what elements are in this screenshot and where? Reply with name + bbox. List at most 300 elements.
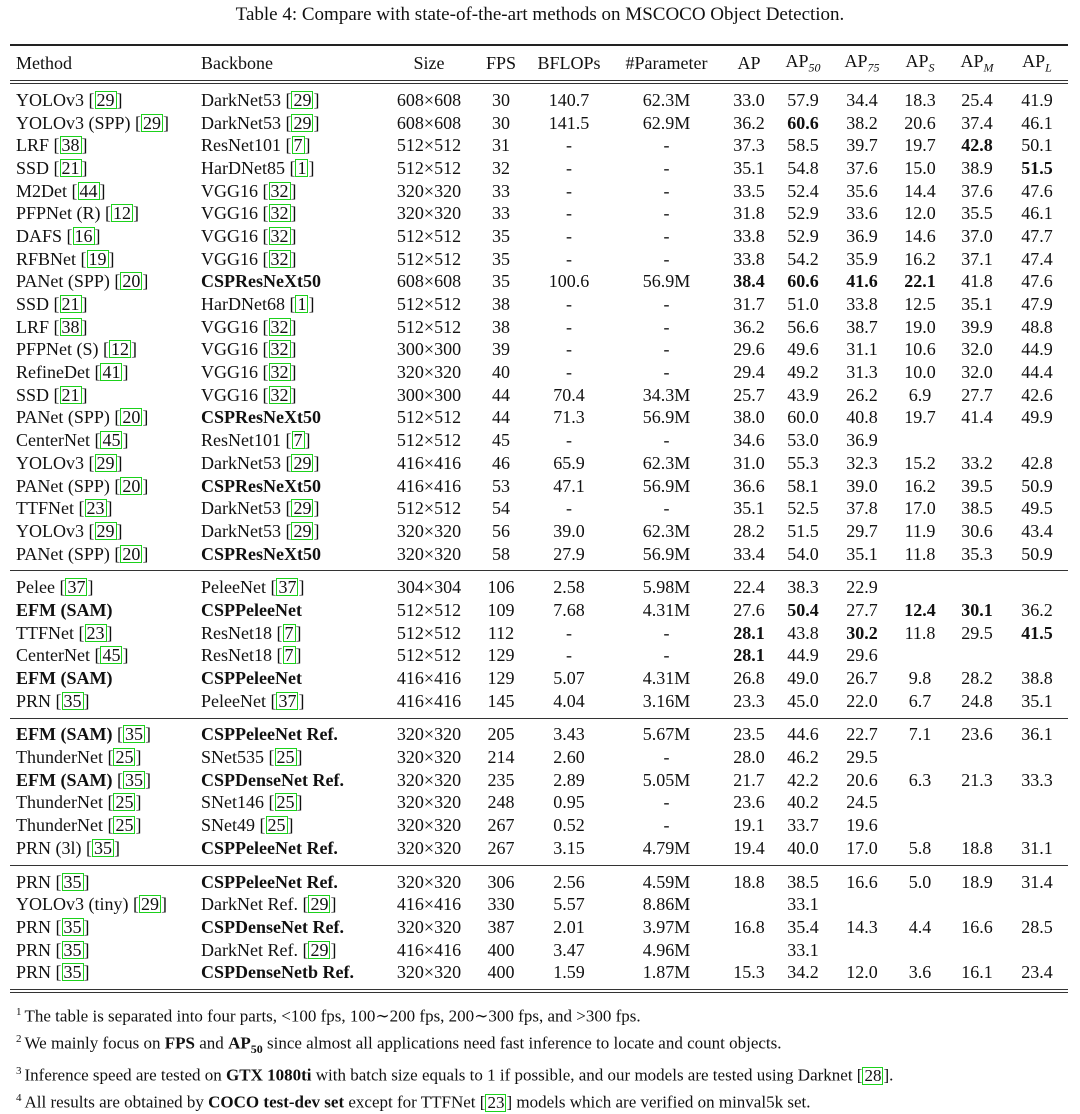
header-label: AP [960,50,984,71]
cell-bflops: 7.68 [553,599,585,620]
cell-size: 320×320 [396,724,462,745]
citation-link[interactable]: 25 [276,747,295,768]
cell-fps: 38 [492,316,510,337]
cell-ap75: 33.8 [846,294,878,315]
table-row [10,157,1068,180]
cell-ap: 38.0 [733,407,765,428]
cell-ap-m: 16.1 [961,962,993,983]
backbone-name: CSPResNeXt50 [201,543,321,564]
method-name: RefineDet [16,362,90,383]
citation-link[interactable]: 35 [63,962,82,983]
header-ap-m [948,51,1006,76]
cell-ap50: 43.8 [787,622,819,643]
cell-method: ThunderNet [ 25 ] [16,792,142,813]
cell-ap-l: 23.4 [1021,962,1053,983]
cell-bflops: 2.89 [553,769,585,790]
cell-ap50: 49.0 [787,668,819,689]
table-row [10,939,1068,962]
cell-parameters: 62.9M [642,112,691,133]
cell-ap-l: 47.6 [1021,180,1053,201]
cell-ap50: 35.4 [787,916,819,937]
citation-link[interactable]: 7 [293,430,303,451]
citation-link[interactable]: 29 [293,89,312,110]
method-name: SSD [16,294,50,315]
cell-fps: 44 [492,384,510,405]
cell-backbone: VGG16 [ 32 ] [201,339,297,360]
backbone-name: DarkNet Ref. [201,894,298,915]
cell-size: 416×416 [396,452,462,473]
cell-size: 320×320 [396,962,462,983]
footnote [16,1060,1066,1087]
cell-ap-m: 32.0 [961,362,993,383]
cell-bflops: 5.57 [553,894,585,915]
cell-ap75: 12.0 [846,962,878,983]
cell-ap75: 14.3 [846,916,878,937]
footnote-text: ]. [883,1065,894,1085]
citation-link[interactable]: 32 [270,203,289,224]
table-row [10,89,1068,112]
backbone-name: DarkNet53 [201,89,281,110]
citation-link[interactable]: 29 [96,520,115,541]
cell-bflops: 0.52 [553,815,585,836]
header-ap-s [892,51,948,76]
cell-bflops: - [566,498,572,519]
citation-link[interactable]: 7 [284,645,294,666]
method-name: PRN (3l) [16,837,82,858]
cell-ap50: 53.0 [787,430,819,451]
cell-ap-s: 15.2 [904,452,936,473]
citation-link[interactable]: 28 [864,1065,882,1085]
backbone-name: CSPPeleeNet [201,599,302,620]
cell-bflops: 2.60 [553,747,585,768]
cell-ap-m: 39.9 [961,316,993,337]
cell-parameters: 5.98M [642,577,691,598]
cell-ap-s: 10.6 [904,339,936,360]
method-name: PRN [16,871,52,892]
citation-link[interactable]: 20 [122,543,141,564]
citation-link[interactable]: 32 [270,384,289,405]
citation-link[interactable]: 21 [61,294,80,315]
citation-link[interactable]: 29 [293,452,312,473]
cell-bflops: 5.07 [553,668,585,689]
cell-ap50: 38.5 [787,871,819,892]
backbone-name: HarDNet68 [201,294,285,315]
cell-bflops: - [566,225,572,246]
table-row [10,576,1068,599]
cell-ap: 34.6 [733,430,765,451]
cell-backbone [195,600,385,621]
cell-ap75: 38.7 [846,316,878,337]
cell-parameters: - [663,622,670,643]
cell-ap-m: 28.2 [961,668,993,689]
header-label: AP [905,50,929,71]
cell-size: 416×416 [396,939,462,960]
cell-parameters: 3.16M [642,690,691,711]
citation-link[interactable]: 29 [96,89,115,110]
citation-link[interactable]: 32 [270,248,289,269]
method-name: PANet (SPP) [16,475,110,496]
footnote-text: since almost all applications need fast inference to locate and count objects. [262,1033,782,1053]
cell-ap: 27.6 [733,599,765,620]
cell-bflops: 2.01 [553,916,585,937]
cell-ap50: 40.2 [787,792,819,813]
cell-parameters: - [663,430,670,451]
cell-ap: 28.1 [733,622,765,643]
cell-ap: 35.1 [733,498,765,519]
cell-ap-l: 43.4 [1021,520,1053,541]
citation-link[interactable]: 35 [63,939,82,960]
cell-ap75: 24.5 [846,792,878,813]
cell-fps: 35 [492,248,510,269]
method-name: YOLOv3 [16,520,84,541]
header-subscript [809,60,821,74]
cell-backbone: ResNet101 [ 7 ] [201,135,311,156]
cell-ap-l: 36.2 [1021,599,1053,620]
cell-method: PRN (3l) [ 35 ] [16,837,121,858]
cell-ap75: 37.6 [846,157,878,178]
cell-parameters: 34.3M [642,384,691,405]
cell-backbone [195,271,385,292]
cell-method: PRN [ 35 ] [16,939,90,960]
citation-link[interactable]: 25 [115,792,134,813]
cell-ap-m: 38.9 [961,157,993,178]
cell-bflops: - [566,294,572,315]
citation-link[interactable]: 35 [63,871,82,892]
cell-ap-l: 31.1 [1021,837,1053,858]
cell-ap-l: 41.9 [1021,89,1053,110]
cell-size: 512×512 [396,248,462,269]
backbone-name: CSPResNeXt50 [201,475,321,496]
cell-size: 512×512 [396,430,462,451]
citation-link[interactable]: 25 [115,747,134,768]
table-row [10,429,1068,452]
table-row [10,622,1068,645]
cell-ap-l: 50.9 [1021,475,1053,496]
citation-link[interactable]: 7 [293,135,303,156]
cell-method: PRN [ 35 ] [16,871,90,892]
cell-size: 320×320 [396,871,462,892]
cell-fps: 214 [487,747,515,768]
cell-ap-l: 46.1 [1021,112,1053,133]
citation-link[interactable]: 12 [113,203,132,224]
citation-link[interactable]: 25 [276,792,295,813]
cell-fps: 46 [492,452,510,473]
cell-ap: 31.7 [733,294,765,315]
cell-ap75: 29.6 [846,645,878,666]
cell-parameters: 3.97M [642,916,691,937]
citation-link[interactable]: 1 [297,294,307,315]
citation-link[interactable]: 38 [61,135,80,156]
cell-backbone: VGG16 [ 32 ] [201,248,297,269]
cell-parameters: 62.3M [642,520,691,541]
cell-fps: 35 [492,225,510,246]
cell-backbone: DarkNet53 [ 29 ] [201,498,320,519]
cell-parameters: 1.87M [642,962,691,983]
method-name: DAFS [16,225,63,246]
citation-link[interactable]: 45 [102,645,121,666]
cell-bflops: 27.9 [553,543,585,564]
method-name: PANet (SPP) [16,543,110,564]
cell-ap-m: 37.1 [961,248,993,269]
backbone-name: DarkNet Ref. [201,939,298,960]
cell-ap-l: 33.3 [1021,769,1053,790]
cell-method [10,600,195,621]
cell-backbone: DarkNet53 [ 29 ] [201,89,320,110]
cell-method: Pelee [ 37 ] [16,577,94,598]
cell-ap-l: 46.1 [1021,203,1053,224]
cell-ap-s: 7.1 [908,724,932,745]
cell-method: PRN [ 35 ] [16,916,90,937]
cell-backbone [195,476,385,497]
header-label: #Parameter [625,52,708,73]
citation-link[interactable]: 35 [124,724,143,745]
cell-ap75: 41.6 [846,271,878,292]
footnote-text: COCO test-dev set [208,1092,345,1112]
cell-backbone [195,962,385,983]
citation-link[interactable]: 25 [267,815,286,836]
citation-link[interactable]: 12 [111,339,130,360]
cell-fps: 58 [492,543,510,564]
cell-size: 512×512 [396,407,462,428]
cell-ap-m: 30.1 [961,599,993,620]
cell-ap50: 49.2 [787,362,819,383]
cell-ap50: 55.3 [787,452,819,473]
citation-link[interactable]: 23 [487,1092,505,1112]
header-row [10,46,1068,80]
cell-ap-l: 47.4 [1021,248,1053,269]
cell-ap75: 20.6 [846,769,878,790]
cell-fps: 267 [487,815,515,836]
cell-parameters: - [663,157,670,178]
header-backbone [195,53,385,74]
method-name: Pelee [16,577,55,598]
cell-backbone: VGG16 [ 32 ] [201,384,297,405]
citation-link[interactable]: 41 [102,362,121,383]
citation-link[interactable]: 37 [278,577,297,598]
cell-ap-m: 30.6 [961,520,993,541]
table-row [10,769,1068,792]
cell-fps: 267 [487,837,515,858]
cell-ap50: 58.5 [787,135,819,156]
citation-link[interactable]: 29 [293,498,312,519]
cell-ap: 33.8 [733,225,765,246]
footnote-number: 1 [16,1006,22,1018]
cell-ap50: 52.9 [787,203,819,224]
method-name: SSD [16,384,50,405]
method-name: ThunderNet [16,747,103,768]
cell-parameters: - [663,316,670,337]
backbone-name: HarDNet85 [201,157,285,178]
citation-link[interactable]: 32 [270,225,289,246]
cell-parameters: - [663,225,670,246]
header-label: AP [737,52,761,73]
method-name: YOLOv3 (SPP) [16,112,131,133]
cell-backbone [195,668,385,689]
cell-bflops: 2.58 [553,577,585,598]
cell-bflops: 3.43 [553,724,585,745]
method-name: CenterNet [16,645,90,666]
cell-ap-s: 6.3 [908,769,932,790]
citation-link[interactable]: 21 [61,384,80,405]
table-row [10,871,1068,894]
cell-parameters: 56.9M [642,271,691,292]
cell-ap: 31.8 [733,203,765,224]
cell-size: 512×512 [396,157,462,178]
cell-ap: 29.4 [733,362,765,383]
cell-method: YOLOv3 (tiny) [ 29 ] [16,894,167,915]
citation-link[interactable]: 35 [63,916,82,937]
citation-link[interactable]: 35 [63,690,82,711]
method-name: EFM (SAM) [16,724,113,745]
header-ap50 [774,51,832,76]
cell-ap-m: 37.0 [961,225,993,246]
cell-ap: 33.5 [733,180,765,201]
footnote-text: with batch size equals to 1 if possible, and our models are tested using Darknet [ [311,1065,863,1085]
cell-method: M2Det [ 44 ] [16,180,106,201]
cell-ap75: 37.8 [846,498,878,519]
cell-method: TTFNet [ 23 ] [16,498,113,519]
cell-size: 512×512 [396,645,462,666]
header-label: Backbone [201,52,273,73]
method-name: ThunderNet [16,792,103,813]
cell-size: 300×300 [396,384,462,405]
cell-ap75: 36.9 [846,430,878,451]
cell-ap-s: 9.8 [908,668,932,689]
cell-size: 320×320 [396,916,462,937]
cell-fps: 306 [487,871,515,892]
citation-link[interactable]: 35 [124,769,143,790]
citation-link[interactable]: 35 [94,837,113,858]
cell-method: SSD [ 21 ] [16,157,88,178]
citation-link[interactable]: 21 [61,157,80,178]
citation-link[interactable]: 29 [140,894,159,915]
cell-size: 608×608 [396,112,462,133]
cell-size: 320×320 [396,520,462,541]
citation-link[interactable]: 29 [96,452,115,473]
method-name: TTFNet [16,498,74,519]
cell-ap-m: 32.0 [961,339,993,360]
table-row [10,180,1068,203]
cell-ap50: 51.0 [787,294,819,315]
cell-ap-s: 22.1 [904,271,936,292]
table-row [10,599,1068,622]
cell-bflops: 1.59 [553,962,585,983]
citation-link[interactable]: 7 [284,622,294,643]
cell-ap-l: 38.8 [1021,668,1053,689]
cell-fps: 30 [492,89,510,110]
table-row [10,452,1068,475]
backbone-name: VGG16 [201,316,258,337]
method-name: PRN [16,939,52,960]
cell-parameters: - [663,294,670,315]
cell-ap: 33.8 [733,248,765,269]
citation-link[interactable]: 44 [79,180,98,201]
cell-ap-m: 35.3 [961,543,993,564]
cell-ap: 23.3 [733,690,765,711]
citation-link[interactable]: 20 [122,407,141,428]
cell-bflops: - [566,622,572,643]
citation-link[interactable]: 29 [310,939,329,960]
citation-link[interactable]: 32 [270,180,289,201]
cell-fps: 35 [492,271,510,292]
citation-link[interactable]: 29 [293,520,312,541]
cell-size: 608×608 [396,89,462,110]
cell-backbone: VGG16 [ 32 ] [201,362,297,383]
cell-backbone: HarDNet68 [ 1 ] [201,294,315,315]
citation-link[interactable]: 20 [122,271,141,292]
citation-link[interactable]: 16 [74,225,93,246]
citation-link[interactable]: 25 [115,815,134,836]
cell-ap50: 33.7 [787,815,819,836]
footnote-number: 4 [16,1092,22,1105]
citation-link[interactable]: 29 [293,112,312,133]
citation-link[interactable]: 37 [278,690,297,711]
cell-ap-m: 23.6 [961,724,993,745]
cell-ap75: 31.3 [846,362,878,383]
cell-method: YOLOv3 [ 29 ] [16,452,123,473]
subscript-text: 75 [867,60,880,75]
footnote-text: The table is separated into four parts, <100 fps, 100∼200 fps, 200∼300 fps, and >300 fps. [24,1006,641,1026]
cell-size: 512×512 [396,599,462,620]
citation-link[interactable]: 20 [122,475,141,496]
cell-bflops: 71.3 [553,407,585,428]
cell-ap-m: 35.5 [961,203,993,224]
cell-backbone: VGG16 [ 32 ] [201,203,297,224]
citation-link[interactable]: 37 [67,577,86,598]
cell-ap-s: 11.8 [904,543,936,564]
citation-link[interactable]: 45 [102,430,121,451]
citation-link[interactable]: 23 [86,498,105,519]
method-name: SSD [16,157,50,178]
cell-bflops: - [566,339,572,360]
citation-link[interactable]: 19 [88,248,107,269]
cell-ap75: 35.6 [846,180,878,201]
citation-link[interactable]: 23 [86,622,105,643]
cell-method: PRN [ 35 ] [16,690,90,711]
cell-parameters: 4.31M [642,599,691,620]
cell-ap-s: 20.6 [904,112,936,133]
cell-bflops: 140.7 [548,89,590,110]
cell-ap-m: 18.8 [961,837,993,858]
table-row [10,814,1068,837]
cell-ap: 29.6 [733,339,765,360]
backbone-name: CSPDenseNetb Ref. [201,962,354,983]
cell-ap-m: 38.5 [961,498,993,519]
citation-link[interactable]: 32 [270,362,289,383]
citation-link[interactable]: 29 [310,894,329,915]
cell-ap-s: 12.5 [904,294,936,315]
citation-link[interactable]: 32 [270,339,289,360]
citation-link[interactable]: 1 [297,157,307,178]
header-ap [724,53,774,74]
cell-bflops: - [566,248,572,269]
cell-size: 512×512 [396,622,462,643]
cell-ap-s: 14.4 [904,180,936,201]
citation-link[interactable]: 29 [143,112,162,133]
citation-link[interactable]: 38 [61,316,80,337]
method-name: M2Det [16,180,67,201]
cell-backbone: DarkNet53 [ 29 ] [201,520,320,541]
cell-parameters: - [663,645,670,666]
footnote-text: AP [228,1033,251,1053]
citation-link[interactable]: 32 [270,316,289,337]
backbone-name: DarkNet53 [201,498,281,519]
cell-ap-s: 6.9 [908,384,932,405]
table-row [10,543,1068,566]
cell-ap75: 22.9 [846,577,878,598]
method-name: EFM (SAM) [16,668,113,689]
subscript-text: 50 [250,1042,263,1056]
